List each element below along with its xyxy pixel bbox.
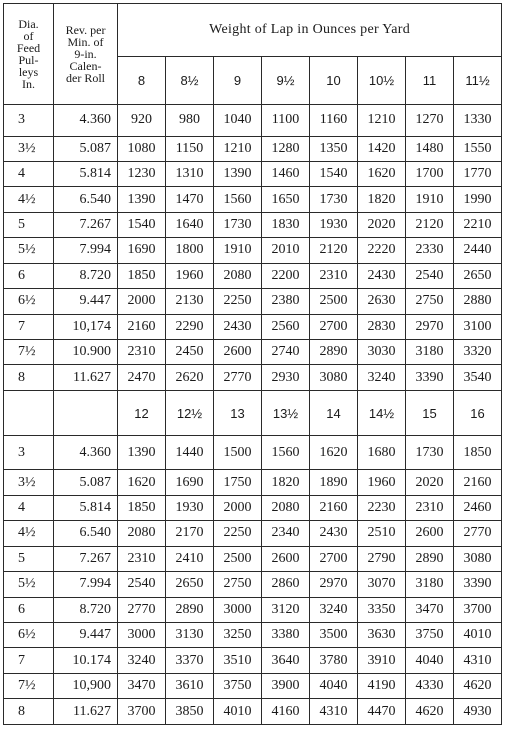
weight-value-cell: 3320 xyxy=(454,340,502,365)
weight-value-cell: 3000 xyxy=(214,597,262,622)
weight-value-cell: 2540 xyxy=(118,572,166,597)
weight-col-header: 12 xyxy=(118,390,166,436)
weight-value-cell: 2220 xyxy=(358,238,406,263)
dia-cell: 7 xyxy=(4,648,54,673)
weight-value-cell: 2890 xyxy=(310,340,358,365)
weight-value-cell: 2310 xyxy=(118,340,166,365)
weight-value-cell: 3120 xyxy=(262,597,310,622)
weight-value-cell: 3610 xyxy=(166,673,214,698)
weight-value-cell: 2450 xyxy=(166,340,214,365)
weight-value-cell: 1820 xyxy=(262,470,310,495)
table-title: Weight of Lap in Ounces per Yard xyxy=(118,4,502,57)
weight-value-cell: 3000 xyxy=(118,623,166,648)
weight-value-cell: 2210 xyxy=(454,212,502,237)
weight-value-cell: 2600 xyxy=(262,546,310,571)
weight-col-header: 12½ xyxy=(166,390,214,436)
table-row xyxy=(4,673,502,698)
weight-value-cell: 2080 xyxy=(262,495,310,520)
table-row xyxy=(4,136,502,161)
table-row xyxy=(4,314,502,339)
dia-cell: 3½ xyxy=(4,470,54,495)
weight-value-cell: 2460 xyxy=(454,495,502,520)
rev-cell: 7.994 xyxy=(54,238,118,263)
table-row xyxy=(4,623,502,648)
weight-value-cell: 1620 xyxy=(310,436,358,470)
weight-value-cell: 2540 xyxy=(406,263,454,288)
weight-value-cell: 2080 xyxy=(214,263,262,288)
weight-col-header: 8½ xyxy=(166,57,214,105)
weight-value-cell: 3370 xyxy=(166,648,214,673)
weight-value-cell: 1390 xyxy=(118,436,166,470)
weight-col-header: 13 xyxy=(214,390,262,436)
weight-value-cell: 2750 xyxy=(214,572,262,597)
weight-value-cell: 1890 xyxy=(310,470,358,495)
weight-col-header: 11 xyxy=(406,57,454,105)
weight-value-cell: 3850 xyxy=(166,699,214,725)
weight-value-cell: 3100 xyxy=(454,314,502,339)
weight-value-cell: 4010 xyxy=(214,699,262,725)
weight-value-cell: 2010 xyxy=(262,238,310,263)
weight-value-cell: 2230 xyxy=(358,495,406,520)
weight-value-cell: 1650 xyxy=(262,187,310,212)
weight-value-cell: 2970 xyxy=(406,314,454,339)
weight-value-cell: 3390 xyxy=(406,365,454,390)
weight-value-cell: 3390 xyxy=(454,572,502,597)
weight-value-cell: 3380 xyxy=(262,623,310,648)
weight-value-cell: 2890 xyxy=(166,597,214,622)
weight-value-cell: 1800 xyxy=(166,238,214,263)
weight-value-cell: 2080 xyxy=(118,521,166,546)
weight-value-cell: 3750 xyxy=(214,673,262,698)
table-row xyxy=(4,546,502,571)
weight-value-cell: 4040 xyxy=(310,673,358,698)
table-row xyxy=(4,365,502,390)
weight-value-cell: 2380 xyxy=(262,289,310,314)
dia-cell: 6½ xyxy=(4,289,54,314)
weight-value-cell: 2160 xyxy=(454,470,502,495)
table-row xyxy=(4,436,502,470)
weight-value-cell: 1270 xyxy=(406,104,454,136)
weight-value-cell: 1210 xyxy=(358,104,406,136)
dia-cell: 3 xyxy=(4,436,54,470)
weight-value-cell: 980 xyxy=(166,104,214,136)
weight-col-header: 14 xyxy=(310,390,358,436)
weight-value-cell: 3780 xyxy=(310,648,358,673)
rev-cell: 9.447 xyxy=(54,289,118,314)
weight-value-cell: 3180 xyxy=(406,340,454,365)
weight-value-cell: 2000 xyxy=(118,289,166,314)
rev-cell: 6.540 xyxy=(54,187,118,212)
weight-value-cell: 2770 xyxy=(454,521,502,546)
dia-cell: 5½ xyxy=(4,572,54,597)
weight-col-header: 16 xyxy=(454,390,502,436)
weight-value-cell: 4010 xyxy=(454,623,502,648)
weight-value-cell: 4190 xyxy=(358,673,406,698)
weight-value-cell: 2160 xyxy=(310,495,358,520)
weight-value-cell: 3700 xyxy=(454,597,502,622)
weight-value-cell: 1730 xyxy=(214,212,262,237)
weight-value-cell: 3070 xyxy=(358,572,406,597)
weight-value-cell: 2430 xyxy=(310,521,358,546)
weight-value-cell: 920 xyxy=(118,104,166,136)
weight-value-cell: 2930 xyxy=(262,365,310,390)
weight-value-cell: 2770 xyxy=(118,597,166,622)
weight-value-cell: 2790 xyxy=(358,546,406,571)
weight-value-cell: 2200 xyxy=(262,263,310,288)
dia-cell: 7½ xyxy=(4,673,54,698)
weight-value-cell: 3750 xyxy=(406,623,454,648)
rev-cell: 5.087 xyxy=(54,470,118,495)
rev-cell: 6.540 xyxy=(54,521,118,546)
rev-cell: 5.814 xyxy=(54,495,118,520)
weight-value-cell: 1730 xyxy=(310,187,358,212)
table-header-row xyxy=(4,4,502,57)
table-row xyxy=(4,340,502,365)
weight-value-cell: 3500 xyxy=(310,623,358,648)
weight-value-cell: 1540 xyxy=(310,161,358,186)
weight-value-cell: 4310 xyxy=(310,699,358,725)
table-row xyxy=(4,495,502,520)
weight-value-cell: 4620 xyxy=(454,673,502,698)
rev-cell: 8.720 xyxy=(54,597,118,622)
weight-value-cell: 1550 xyxy=(454,136,502,161)
weight-value-cell: 1910 xyxy=(214,238,262,263)
weight-value-cell: 2560 xyxy=(262,314,310,339)
weight-value-cell: 2430 xyxy=(214,314,262,339)
weight-col-header: 13½ xyxy=(262,390,310,436)
rev-column-header: Rev. per Min. of 9-in. Calen- der Roll xyxy=(54,4,118,105)
weight-value-cell: 2750 xyxy=(406,289,454,314)
weight-value-cell: 1210 xyxy=(214,136,262,161)
weight-value-cell: 2120 xyxy=(310,238,358,263)
weight-value-cell: 2130 xyxy=(166,289,214,314)
weight-value-cell: 1480 xyxy=(406,136,454,161)
weight-value-cell: 1390 xyxy=(214,161,262,186)
weight-value-cell: 2290 xyxy=(166,314,214,339)
weight-value-cell: 3130 xyxy=(166,623,214,648)
weight-value-cell: 1160 xyxy=(310,104,358,136)
weight-value-cell: 1540 xyxy=(118,212,166,237)
weight-value-cell: 1470 xyxy=(166,187,214,212)
weight-value-cell: 2310 xyxy=(310,263,358,288)
weight-value-cell: 1350 xyxy=(310,136,358,161)
weight-value-cell: 1850 xyxy=(118,495,166,520)
weight-value-cell: 3080 xyxy=(454,546,502,571)
weight-value-cell: 1390 xyxy=(118,187,166,212)
dia-cell: 6 xyxy=(4,597,54,622)
weight-value-cell: 1690 xyxy=(166,470,214,495)
weight-value-cell: 3240 xyxy=(310,597,358,622)
weight-value-cell: 3250 xyxy=(214,623,262,648)
weight-value-cell: 4930 xyxy=(454,699,502,725)
rev-cell: 5.087 xyxy=(54,136,118,161)
table-row xyxy=(4,572,502,597)
weight-value-cell: 2620 xyxy=(166,365,214,390)
weight-value-cell: 1820 xyxy=(358,187,406,212)
weight-value-cell: 1830 xyxy=(262,212,310,237)
weight-value-cell: 1680 xyxy=(358,436,406,470)
weight-value-cell: 3470 xyxy=(406,597,454,622)
weight-value-cell: 1960 xyxy=(166,263,214,288)
lap-weight-table xyxy=(3,3,502,725)
weight-col-header: 11½ xyxy=(454,57,502,105)
rev-cell: 8.720 xyxy=(54,263,118,288)
weight-value-cell: 2250 xyxy=(214,521,262,546)
table-row xyxy=(4,212,502,237)
weight-value-cell: 2600 xyxy=(214,340,262,365)
weight-value-cell: 2340 xyxy=(262,521,310,546)
weight-value-cell: 2020 xyxy=(406,470,454,495)
rev-cell: 7.994 xyxy=(54,572,118,597)
rev-cell: 9.447 xyxy=(54,623,118,648)
weight-col-header: 8 xyxy=(118,57,166,105)
weight-value-cell: 3540 xyxy=(454,365,502,390)
table-row xyxy=(4,521,502,546)
weight-value-cell: 2880 xyxy=(454,289,502,314)
weight-value-cell: 3080 xyxy=(310,365,358,390)
table-row xyxy=(4,263,502,288)
weight-value-cell: 1770 xyxy=(454,161,502,186)
rev-cell: 7.267 xyxy=(54,212,118,237)
table-row xyxy=(4,699,502,725)
weight-value-cell: 1560 xyxy=(262,436,310,470)
weight-value-cell: 2700 xyxy=(310,314,358,339)
weight-value-cell: 3630 xyxy=(358,623,406,648)
weight-value-cell: 2500 xyxy=(214,546,262,571)
weight-value-cell: 4330 xyxy=(406,673,454,698)
weight-value-cell: 1640 xyxy=(166,212,214,237)
weight-value-cell: 2830 xyxy=(358,314,406,339)
weight-value-cell: 2700 xyxy=(310,546,358,571)
table-row xyxy=(4,597,502,622)
dia-cell: 8 xyxy=(4,365,54,390)
weight-value-cell: 3030 xyxy=(358,340,406,365)
weight-value-cell: 2890 xyxy=(406,546,454,571)
dia-cell: 5½ xyxy=(4,238,54,263)
weight-value-cell: 1850 xyxy=(454,436,502,470)
weight-value-cell: 1310 xyxy=(166,161,214,186)
rev-cell: 7.267 xyxy=(54,546,118,571)
weight-value-cell: 2650 xyxy=(166,572,214,597)
dia-cell: 5 xyxy=(4,546,54,571)
weight-value-cell: 2470 xyxy=(118,365,166,390)
weight-value-cell: 2120 xyxy=(406,212,454,237)
blank-cell xyxy=(4,390,54,436)
weight-value-cell: 4620 xyxy=(406,699,454,725)
dia-cell: 3½ xyxy=(4,136,54,161)
rev-cell: 10.900 xyxy=(54,340,118,365)
weight-value-cell: 2020 xyxy=(358,212,406,237)
weight-value-cell: 2650 xyxy=(454,263,502,288)
weight-value-cell: 3240 xyxy=(358,365,406,390)
dia-cell: 7 xyxy=(4,314,54,339)
weight-value-cell: 4470 xyxy=(358,699,406,725)
dia-cell: 7½ xyxy=(4,340,54,365)
weight-value-cell: 2500 xyxy=(310,289,358,314)
dia-cell: 6½ xyxy=(4,623,54,648)
weight-col-header: 9½ xyxy=(262,57,310,105)
weight-value-cell: 2310 xyxy=(118,546,166,571)
weight-value-cell: 1100 xyxy=(262,104,310,136)
rev-cell: 11.627 xyxy=(54,699,118,725)
rev-cell: 10.174 xyxy=(54,648,118,673)
weight-value-cell: 1150 xyxy=(166,136,214,161)
weight-value-cell: 1910 xyxy=(406,187,454,212)
table-row xyxy=(4,289,502,314)
dia-cell: 3 xyxy=(4,104,54,136)
weight-value-cell: 1230 xyxy=(118,161,166,186)
weight-value-cell: 1460 xyxy=(262,161,310,186)
weight-value-cell: 1620 xyxy=(118,470,166,495)
weight-value-cell: 1620 xyxy=(358,161,406,186)
rev-cell: 4.360 xyxy=(54,104,118,136)
weight-value-cell: 2310 xyxy=(406,495,454,520)
weight-value-cell: 3350 xyxy=(358,597,406,622)
dia-cell: 6 xyxy=(4,263,54,288)
weight-value-cell: 2160 xyxy=(118,314,166,339)
weight-value-cell: 2250 xyxy=(214,289,262,314)
weight-value-cell: 3470 xyxy=(118,673,166,698)
weight-value-cell: 1730 xyxy=(406,436,454,470)
weight-value-cell: 2170 xyxy=(166,521,214,546)
weight-value-cell: 1690 xyxy=(118,238,166,263)
weight-value-cell: 3910 xyxy=(358,648,406,673)
rev-cell: 11.627 xyxy=(54,365,118,390)
dia-cell: 4 xyxy=(4,495,54,520)
weight-value-cell: 2970 xyxy=(310,572,358,597)
table-row xyxy=(4,104,502,136)
weight-col-header: 14½ xyxy=(358,390,406,436)
weight-value-cell: 1960 xyxy=(358,470,406,495)
weight-col-header: 10 xyxy=(310,57,358,105)
weight-value-cell: 2770 xyxy=(214,365,262,390)
weight-value-cell: 1080 xyxy=(118,136,166,161)
weight-value-cell: 1990 xyxy=(454,187,502,212)
weight-value-cell: 1930 xyxy=(166,495,214,520)
weight-value-cell: 1930 xyxy=(310,212,358,237)
weight-value-cell: 2430 xyxy=(358,263,406,288)
weight-value-cell: 2600 xyxy=(406,521,454,546)
weight-value-cell: 2410 xyxy=(166,546,214,571)
table-row xyxy=(4,238,502,263)
weight-value-cell: 1440 xyxy=(166,436,214,470)
weight-col-header: 10½ xyxy=(358,57,406,105)
weight-value-cell: 1040 xyxy=(214,104,262,136)
weight-value-cell: 3180 xyxy=(406,572,454,597)
weight-value-cell: 4160 xyxy=(262,699,310,725)
rev-cell: 5.814 xyxy=(54,161,118,186)
weight-value-cell: 4310 xyxy=(454,648,502,673)
weight-value-cell: 2630 xyxy=(358,289,406,314)
weight-value-cell: 3640 xyxy=(262,648,310,673)
weight-value-cell: 2740 xyxy=(262,340,310,365)
weight-value-cell: 3240 xyxy=(118,648,166,673)
weight-value-cell: 3900 xyxy=(262,673,310,698)
weight-value-cell: 2000 xyxy=(214,495,262,520)
weight-value-cell: 2330 xyxy=(406,238,454,263)
weight-value-cell: 1750 xyxy=(214,470,262,495)
weight-value-cell: 2440 xyxy=(454,238,502,263)
weight-value-cell: 2860 xyxy=(262,572,310,597)
weight-col-header: 15 xyxy=(406,390,454,436)
dia-cell: 4 xyxy=(4,161,54,186)
weight-value-cell: 1280 xyxy=(262,136,310,161)
dia-cell: 4½ xyxy=(4,521,54,546)
weight-col-header: 9 xyxy=(214,57,262,105)
weight-value-cell: 1560 xyxy=(214,187,262,212)
weight-value-cell: 1420 xyxy=(358,136,406,161)
weight-value-cell: 4040 xyxy=(406,648,454,673)
rev-cell: 10,174 xyxy=(54,314,118,339)
table-row xyxy=(4,648,502,673)
rev-cell: 10,900 xyxy=(54,673,118,698)
weight-value-cell: 1500 xyxy=(214,436,262,470)
weight-header-row-2 xyxy=(4,390,502,436)
weight-value-cell: 1330 xyxy=(454,104,502,136)
weight-value-cell: 3510 xyxy=(214,648,262,673)
dia-cell: 8 xyxy=(4,699,54,725)
weight-value-cell: 2510 xyxy=(358,521,406,546)
rev-cell: 4.360 xyxy=(54,436,118,470)
table-row xyxy=(4,187,502,212)
weight-value-cell: 1850 xyxy=(118,263,166,288)
blank-cell xyxy=(54,390,118,436)
dia-cell: 5 xyxy=(4,212,54,237)
dia-cell: 4½ xyxy=(4,187,54,212)
table-row xyxy=(4,470,502,495)
dia-column-header: Dia. of Feed Pul- leys In. xyxy=(4,4,54,105)
table-row xyxy=(4,161,502,186)
weight-value-cell: 3700 xyxy=(118,699,166,725)
weight-value-cell: 1700 xyxy=(406,161,454,186)
